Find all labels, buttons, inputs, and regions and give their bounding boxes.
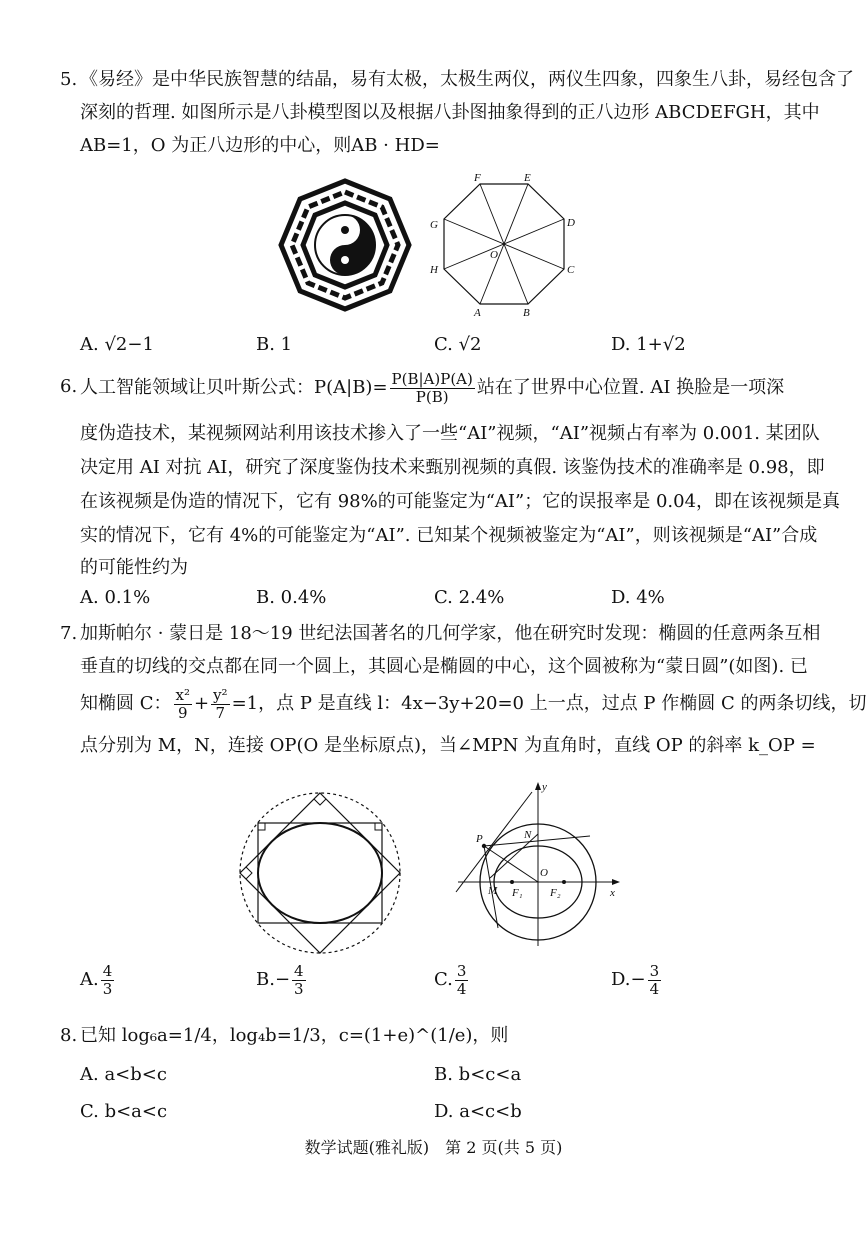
q5-option-c[interactable]: C. √2 — [434, 334, 482, 355]
frac-den: 3 — [294, 979, 304, 998]
q5-option-b[interactable]: B. 1 — [256, 334, 293, 355]
frac-den: 4 — [456, 979, 467, 998]
q6-line5: 实的情况下，它有 4%的可能鉴定为“AI”. 已知某个视频被鉴定为“AI”，则该视频是“AI”合成 — [80, 525, 818, 546]
q6-option-a[interactable]: A. 0.1% — [80, 587, 151, 608]
ellipse-x-fraction — [174, 687, 192, 722]
page-footer: 数学试题(雅礼版) 第 2 页(共 5 页) — [304, 1138, 563, 1157]
q6-line1 — [80, 368, 784, 408]
label-origin: O — [540, 867, 548, 879]
label-M: M — [488, 885, 498, 897]
q7-option-b[interactable] — [256, 960, 308, 1000]
label-E: E — [524, 172, 531, 184]
option-fraction — [455, 963, 469, 998]
bayes-denominator: P(B) — [415, 387, 449, 406]
q8-option-a[interactable]: A. a<b<c — [80, 1064, 167, 1085]
q7-line3-post: =1，点 P 是直线 l：4x−3y+20=0 上一点，过点 P 作椭圆 C 的两条切线，切 — [231, 693, 867, 714]
label-G: G — [430, 219, 438, 231]
q7-option-a[interactable] — [80, 960, 116, 1000]
option-letter: D. — [611, 969, 631, 990]
q8-option-b[interactable]: B. b<c<a — [434, 1064, 522, 1085]
q7-option-d[interactable] — [611, 960, 663, 1000]
label-N: N — [524, 829, 532, 841]
q8-number: 8. — [60, 1025, 78, 1046]
q6-line1-pre: 人工智能领域让贝叶斯公式：P(A|B)= — [80, 377, 388, 398]
frac-den: 3 — [102, 979, 113, 998]
q6-line1-post: 站在了世界中心位置. AI 换脸是一项深 — [476, 377, 785, 398]
q7-line3 — [80, 684, 866, 724]
x-squared: x² — [175, 685, 190, 704]
q8-stem: 已知 log₆a=1/4，log₄b=1/3，c=(1+e)^(1/e)，则 — [80, 1025, 509, 1046]
q6-line2: 度伪造技术，某视频网站利用该技术掺入了一些“AI”视频，“AI”视频占有率为 0.001. 某团队 — [80, 423, 820, 444]
option-sign: − — [274, 969, 291, 990]
option-letter: B. — [256, 969, 275, 990]
tangent-figure — [450, 778, 630, 948]
q5-line1: 《易经》是中华民族智慧的结晶，易有太极，太极生两仪，两仪生四象，四象生八卦，易经包含了 — [80, 69, 854, 90]
q5-option-d[interactable]: D. 1+√2 — [611, 334, 686, 355]
q6-option-b[interactable]: B. 0.4% — [256, 587, 327, 608]
label-A: A — [474, 307, 481, 319]
bayes-numerator: P(B|A)P(A) — [391, 369, 473, 388]
frac-num: 4 — [294, 961, 304, 980]
option-letter: A. — [80, 969, 99, 990]
label-F1: F₁ — [512, 887, 523, 899]
bayes-fraction — [390, 371, 475, 406]
frac-den: 4 — [649, 979, 660, 998]
q5-line2: 深刻的哲理. 如图所示是八卦模型图以及根据八卦图抽象得到的正八边形 ABCDEFGH，其中 — [80, 102, 820, 123]
q8-option-c[interactable]: C. b<a<c — [80, 1101, 168, 1122]
option-fraction — [292, 963, 306, 998]
label-P: P — [476, 833, 483, 845]
seven: 7 — [215, 703, 226, 722]
label-F: F — [474, 172, 481, 184]
q5-line3: AB=1，O 为正八边形的中心，则AB · HD= — [80, 135, 440, 156]
option-letter: C. — [434, 969, 453, 990]
q7-number: 7. — [60, 623, 78, 644]
bagua-figure — [275, 175, 415, 315]
axis-label-x: x — [610, 887, 615, 899]
q5-option-a[interactable]: A. √2−1 — [80, 334, 154, 355]
label-D: D — [567, 217, 575, 229]
frac-num: 3 — [649, 961, 660, 980]
label-O: O — [490, 249, 498, 261]
plus-sign: + — [193, 693, 210, 714]
q5-number: 5. — [60, 69, 78, 90]
q6-number: 6. — [60, 376, 78, 397]
option-sign: − — [630, 969, 646, 990]
q6-line3: 决定用 AI 对抗 AI，研究了深度鉴伪技术来甄别视频的真假. 该鉴伪技术的准确率是 0.98，即 — [80, 457, 825, 478]
q7-line3-pre: 知椭圆 C： — [80, 693, 172, 714]
q7-line2: 垂直的切线的交点都在同一个圆上，其圆心是椭圆的中心，这个圆被称为“蒙日圆”(如图). 已 — [80, 656, 808, 677]
option-fraction — [101, 963, 115, 998]
q8-option-d[interactable]: D. a<c<b — [434, 1101, 522, 1122]
yin-yang-icon — [315, 215, 375, 275]
ellipse-y-fraction — [211, 687, 230, 722]
q7-line4: 点分别为 M，N，连接 OP(O 是坐标原点)，当∠MPN 为直角时，直线 OP 的斜率 k_OP = — [80, 735, 816, 756]
frac-num: 4 — [102, 961, 113, 980]
q7-option-c[interactable] — [434, 960, 470, 1000]
monge-circle-figure — [230, 788, 410, 958]
axis-label-y: y — [542, 781, 547, 793]
octagon-figure — [420, 170, 590, 320]
q6-option-d[interactable]: D. 4% — [611, 587, 665, 608]
q6-line6: 的可能性约为 — [80, 557, 188, 578]
frac-num: 3 — [456, 961, 467, 980]
label-C: C — [567, 264, 575, 276]
label-B: B — [523, 307, 530, 319]
y-squared: y² — [213, 685, 228, 704]
q6-line4: 在该视频是伪造的情况下，它有 98%的可能鉴定为“AI”；它的误报率是 0.04，即在该视频是真 — [80, 491, 841, 512]
label-F2: F₂ — [550, 887, 561, 899]
nine: 9 — [177, 703, 188, 722]
q7-line1: 加斯帕尔 · 蒙日是 18～19 世纪法国著名的几何学家，他在研究时发现：椭圆的任意两条互相 — [80, 623, 821, 644]
option-fraction — [648, 963, 662, 998]
q6-option-c[interactable]: C. 2.4% — [434, 587, 505, 608]
label-H: H — [430, 264, 438, 276]
